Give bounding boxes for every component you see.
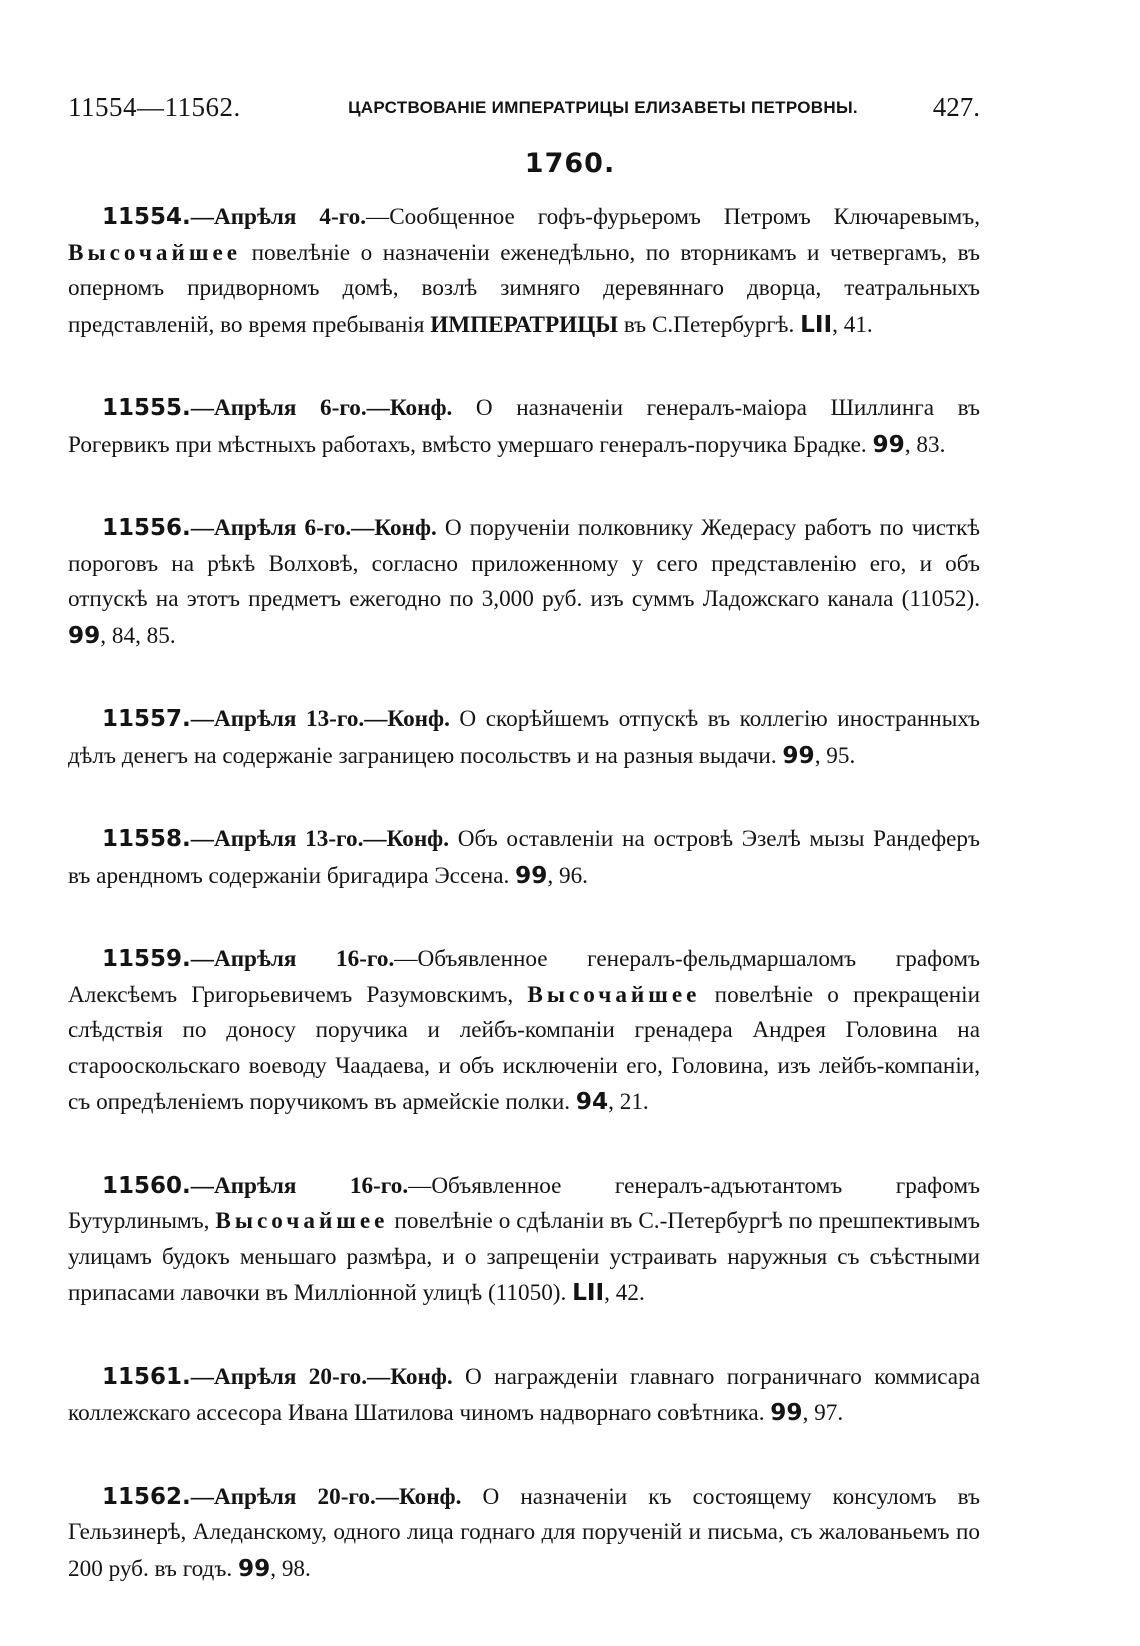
entry-11560: [68, 1169, 980, 1312]
entries-list: [68, 200, 980, 1635]
entry-number: 11555.: [102, 395, 191, 421]
entry-text: О скорѣйшемъ отпускѣ въ коллегію иностранныхъ дѣлъ денегъ на содержаніе заграницею посольствъ и на разныя выдачи.: [68, 706, 980, 769]
entry-text: —Сообщенное гофъ-фурьеромъ Петромъ Ключаревымъ,: [366, 204, 980, 230]
volume-reference: LII: [572, 1279, 605, 1306]
entry-text: О порученіи полковнику Жедерасу работъ по чисткѣ пороговъ на рѣкѣ Волховѣ, согласно приложенному у сего представленію его, и объ отпускѣ на этотъ предметъ ежегодно по 3,000 руб. изъ суммъ Ладожскаго канала (11052).: [68, 515, 980, 612]
volume-reference: 99: [515, 861, 548, 889]
entry-emphasis: ИМПЕРАТРИЦЫ: [430, 311, 619, 338]
volume-reference: 99: [770, 1399, 803, 1426]
entry-11555: [68, 391, 980, 463]
entry-11562: [68, 1480, 980, 1588]
entry-emphasis: Высочайшее: [215, 1208, 389, 1234]
page-reference: , 41.: [832, 311, 873, 338]
running-header: [68, 92, 980, 132]
entry-date: —Апрѣля 4-го.: [190, 204, 367, 230]
entry-number: 11560.: [102, 1172, 191, 1199]
entry-text: О назначеніи генералъ-маіора Шиллинга въ Рогервикъ при мѣстныхъ работахъ, вмѣсто умершаго генералъ-поручика Брадке.: [68, 395, 980, 458]
page-reference: , 21.: [608, 1089, 649, 1115]
entry-date: —Апрѣля 16-го.: [190, 1172, 409, 1199]
entry-11561: [68, 1360, 980, 1432]
entry-date: —Апрѣля 13-го.—Конф.: [190, 706, 450, 732]
entry-11558: [68, 822, 980, 894]
page-number: 427.: [932, 92, 980, 122]
year-heading: 1760.: [524, 148, 616, 179]
entry-date: —Апрѣля 20-го.—Конф.: [190, 1363, 453, 1390]
entry-date: —Апрѣля 6-го.—Конф.: [190, 515, 437, 541]
entry-date: —Апрѣля 13-го.—Конф.: [190, 826, 450, 852]
entry-date: —Апрѣля 16-го.: [190, 946, 395, 972]
page-reference: , 97.: [802, 1400, 844, 1426]
entry-number: 11558.: [102, 826, 191, 852]
entry-text: —Объявленное генералъ-адъютантомъ графомъ Бутурлинымъ,: [68, 1172, 980, 1234]
page-reference: , 96.: [547, 862, 588, 889]
entry-text: въ С.Петербургѣ.: [618, 311, 801, 338]
entry-text: Объ оставленіи на островѣ Эзелѣ мызы Рандеферъ въ арендномъ содержаніи бригадира Эссена.: [68, 826, 980, 889]
entry-text: повелѣніе о назначеніи еженедѣльно, по вторникамъ и четвергамъ, въ оперномъ придворномъ домѣ, возлѣ зимняго деревяннаго дворца, театральныхъ представленій, во время пребыванія: [68, 239, 980, 338]
entry-emphasis: Высочайшее: [527, 981, 701, 1008]
entry-range: 11554—11562.: [68, 92, 241, 122]
entry-number: 11561.: [102, 1363, 191, 1390]
entry-number: 11556.: [102, 515, 191, 541]
entry-emphasis: Высочайшее: [68, 239, 242, 266]
entry-11554: [68, 200, 980, 343]
entry-number: 11559.: [102, 946, 191, 972]
entry-text: —Объявленное генералъ-фельдмаршаломъ графомъ Алексѣемъ Григорьевичемъ Разумовскимъ,: [68, 946, 980, 1008]
volume-reference: LII: [800, 310, 833, 338]
entry-number: 11554.: [102, 204, 191, 230]
volume-reference: 99: [237, 1554, 271, 1582]
volume-reference: 99: [782, 741, 815, 769]
entry-number: 11562.: [102, 1483, 191, 1510]
entry-number: 11557.: [102, 706, 191, 732]
entry-11559: [68, 942, 980, 1121]
page-reference: , 98.: [270, 1555, 311, 1582]
entry-date: —Апрѣля 20-го.—Конф.: [190, 1483, 462, 1510]
running-title: ЦАРСТВОВАНІЕ ИМПЕРАТРИЦЫ ЕЛИЗАВЕТЫ ПЕТРОВНЫ.: [348, 98, 858, 117]
page-reference: , 84, 85.: [100, 622, 176, 649]
page-reference: , 83.: [904, 431, 946, 458]
volume-reference: 94: [575, 1088, 609, 1115]
entry-text: повелѣніе о прекращеніи слѣдствія по доносу поручика и лейбъ-компаніи гренадера Андрея Головина на старооскольскаго воеводу Чаадаева, и объ исключеніи его, Головина, изъ лейбъ-компаніи, съ опредѣленіемъ поручикомъ въ армейскіе полки.: [68, 981, 980, 1115]
page-reference: , 95.: [814, 742, 856, 769]
entry-text: О награжденіи главнаго пограничнаго коммисара коллежскаго ассесора Ивана Шатилова чиномъ надворнаго совѣтника.: [68, 1363, 980, 1426]
entry-text: О назначеніи къ состоящему консуломъ въ Гельзинерѣ, Аледанскому, одного лица годнаго для порученій и письма, съ жалованьемъ по 200 руб. въ годъ.: [68, 1483, 980, 1582]
entry-text: повелѣніе о сдѣланіи въ С.-Петербургѣ по прешпективымъ улицамъ будокъ меньшаго размѣра, и о запрещеніи устраивать наружныя съ съѣстными припасами лавочки въ Милліонной улицѣ (11050).: [68, 1208, 980, 1306]
entry-date: —Апрѣля 6-го.—Конф.: [190, 395, 453, 421]
page-reference: , 42.: [604, 1280, 645, 1306]
entry-11557: [68, 702, 980, 774]
entry-11556: [68, 511, 980, 654]
volume-reference: 99: [68, 621, 101, 649]
volume-reference: 99: [872, 430, 905, 458]
